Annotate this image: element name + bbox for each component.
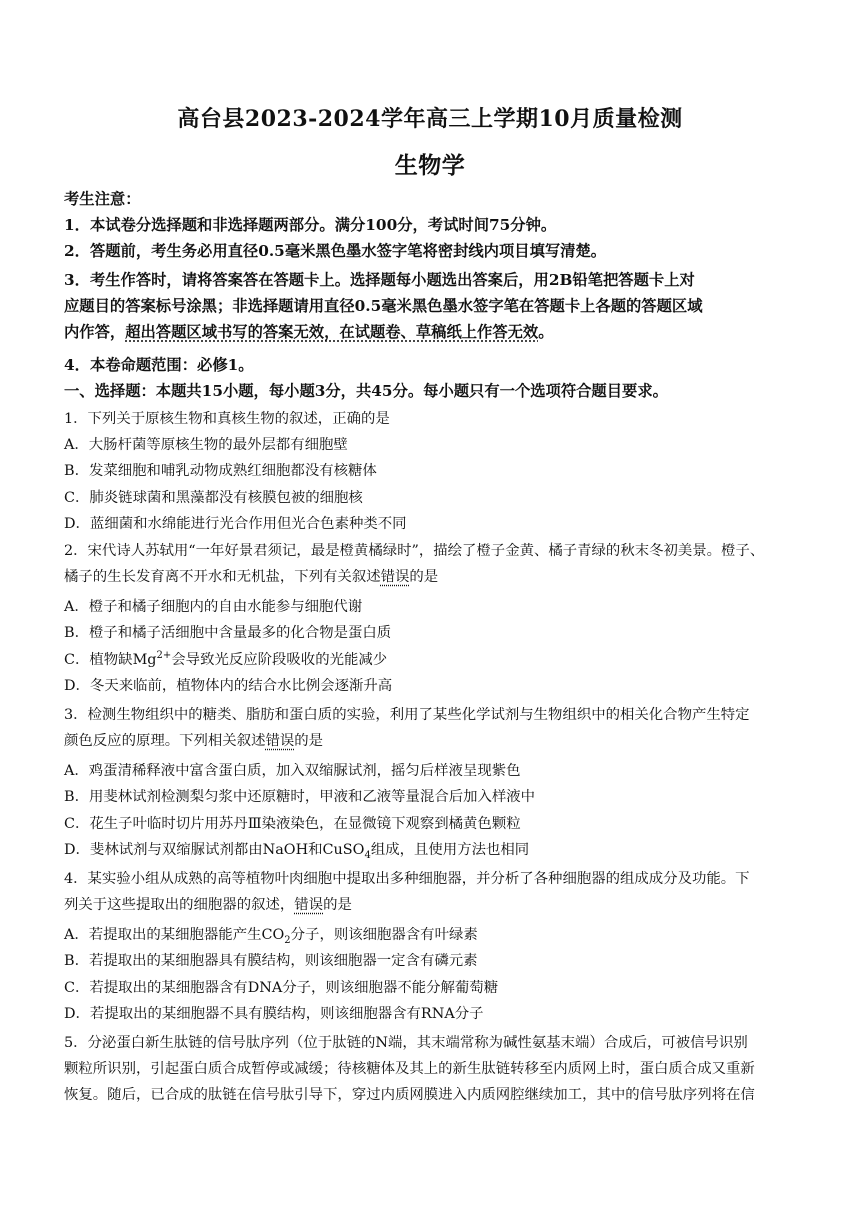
notice-item-3-end	[64, 322, 800, 342]
exam-title: 高台县2023-2024学年高三上学期10月质量检测	[177, 106, 683, 132]
question-stem	[64, 731, 800, 751]
question-stem: 2．宋代诗人苏轼用“一年好景君须记，最是橙黄橘绿时”，描绘了橙子金黄、橘子青绿的秋末冬初美景。橙子、	[64, 543, 765, 559]
stem-text: 的是	[294, 733, 324, 749]
question-option	[64, 650, 800, 670]
question-option: D．蓝细菌和水绵能进行光合作用但光合色素种类不同	[64, 516, 407, 532]
question-stem: 4．某实验小组从成熟的高等植物叶肉细胞中提取出多种细胞器，并分析了各种细胞器的组成成分及功能。下	[64, 871, 750, 887]
question-stem: 5．分泌蛋白新生肽链的信号肽序列（位于肽链的N端，其末端常称为碱性氨基末端）合成后，可被信号识别	[64, 1035, 748, 1051]
emphasis-text: 超出答题区域书写的答案无效，在试题卷、草稿纸上作答无效	[125, 323, 539, 341]
option-text: A．若提取出的某细胞器能产生CO	[64, 927, 285, 943]
subject-title: 生物学	[394, 152, 466, 179]
question-stem: 3．检测生物组织中的糖类、脂肪和蛋白质的实验，利用了某些化学试剂与生物组织中的相关化合物产生特定	[64, 707, 750, 723]
option-text: 组成，且使用方法也相同	[370, 842, 530, 858]
option-text: 会导致光反应阶段吸收的光能减少	[171, 652, 388, 668]
stem-text: 橘子的生长发育离不开水和无机盐，下列有关叙述	[64, 569, 381, 585]
option-text: D．斐林试剂与双缩脲试剂都由NaOH和CuSO	[64, 842, 365, 858]
notice-heading: 考生注意：	[64, 190, 141, 208]
question-option	[64, 840, 800, 860]
notice-item-1: 1．本试卷分选择题和非选择题两部分。满分100分，考试时间75分钟。	[64, 216, 557, 234]
stem-text: 的是	[323, 897, 352, 913]
question-option: C．花生子叶临时切片用苏丹Ⅲ染液染色，在显微镜下观察到橘黄色颗粒	[64, 816, 521, 832]
subscript: 4	[364, 849, 371, 861]
option-text: 分子，则该细胞器含有叶绿素	[290, 927, 478, 943]
question-option: B．橙子和橘子活细胞中含量最多的化合物是蛋白质	[64, 625, 392, 641]
question-stem: 恢复。随后，已合成的肽链在信号肽引导下，穿过内质网膜进入内质网腔继续加工，其中的信号肽序列将在信	[64, 1087, 755, 1103]
question-option: A．橙子和橘子细胞内的自由水能参与细胞代谢	[64, 599, 363, 615]
notice-item-4: 4．本卷命题范围：必修1。	[64, 356, 254, 374]
question-option: B．若提取出的某细胞器具有膜结构，则该细胞器一定含有磷元素	[64, 953, 478, 969]
emphasis-text: 错误	[380, 569, 410, 585]
stem-text: 的是	[409, 569, 439, 585]
subscript: 2	[284, 934, 291, 946]
notice-item-3-cont: 应题目的答案标号涂黑；非选择题请用直径0.5毫米黑色墨水签字笔在答题卡上各题的答题区域	[64, 297, 703, 315]
question-option: D．若提取出的某细胞器不具有膜结构，则该细胞器含有RNA分子	[64, 1006, 484, 1022]
notice-text: 内作答，	[64, 323, 126, 341]
question-option	[64, 925, 800, 945]
stem-text: 列关于这些提取出的细胞器的叙述，	[64, 897, 295, 913]
emphasis-text: 错误	[265, 733, 295, 749]
emphasis-text: 错误	[294, 897, 324, 913]
question-option: C．若提取出的某细胞器含有DNA分子，则该细胞器不能分解葡萄糖	[64, 980, 499, 996]
option-text: C．植物缺Mg	[64, 652, 157, 668]
question-option: C．肺炎链球菌和黑藻都没有核膜包被的细胞核	[64, 490, 363, 506]
notice-item-3: 3．考生作答时，请将答案答在答题卡上。选择题每小题选出答案后，用2B铅笔把答题卡上对	[64, 271, 695, 289]
question-option: B．用斐林试剂检测梨匀浆中还原糖时，甲液和乙液等量混合后加入样液中	[64, 789, 536, 805]
question-option: A．大肠杆菌等原核生物的最外层都有细胞壁	[64, 437, 348, 453]
question-option: A．鸡蛋清稀释液中富含蛋白质，加入双缩脲试剂，摇匀后样液呈现紫色	[64, 763, 521, 779]
question-stem: 颗粒所识别，引起蛋白质合成暂停或减缓；待核糖体及其上的新生肽链转移至内质网上时，蛋白质合成又重新	[64, 1061, 755, 1077]
question-stem	[64, 567, 800, 587]
question-stem: 1．下列关于原核生物和真核生物的叙述，正确的是	[64, 411, 390, 427]
superscript: 2+	[156, 650, 172, 662]
question-stem	[64, 895, 800, 915]
stem-text: 颜色反应的原理。下列相关叙述	[64, 733, 266, 749]
question-option: D．冬天来临前，植物体内的结合水比例会逐渐升高	[64, 678, 393, 694]
notice-item-2: 2．答题前，考生务必用直径0.5毫米黑色墨水签字笔将密封线内项目填写清楚。	[64, 242, 607, 260]
notice-text: 。	[538, 323, 554, 341]
section-heading: 一、选择题：本题共15小题，每小题3分，共45分。每小题只有一个选项符合题目要求。	[64, 382, 668, 400]
question-option: B．发菜细胞和哺乳动物成熟红细胞都没有核糖体	[64, 463, 377, 479]
